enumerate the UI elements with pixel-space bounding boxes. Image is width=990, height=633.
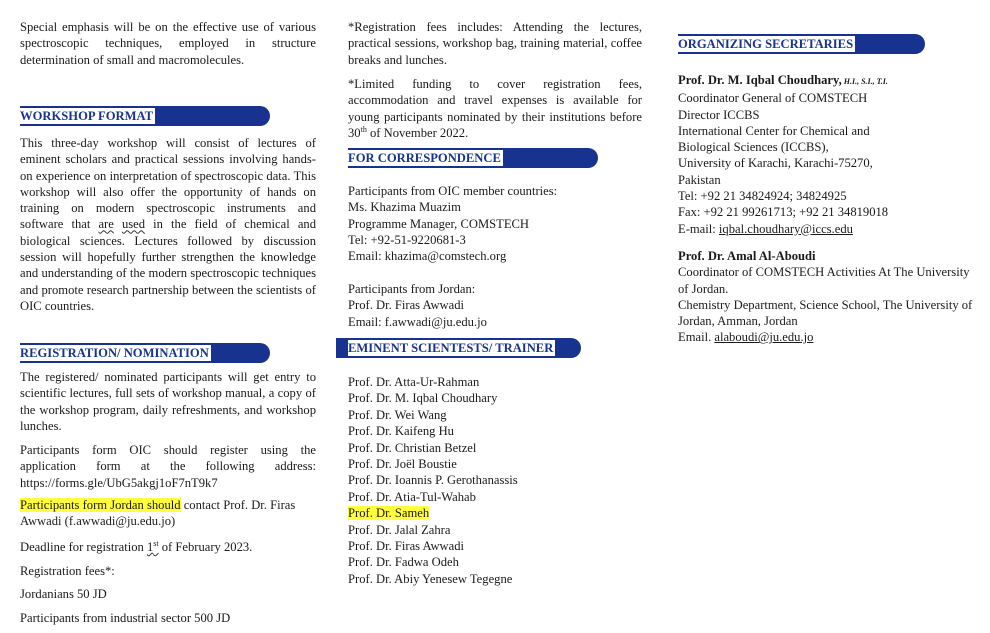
secretary-1-email-link[interactable]: iqbal.choudhary@iccs.edu [718,221,853,236]
funding-note-date: of November 2022. [366,125,469,140]
fees-label: Registration fees*: [20,564,115,578]
oic-contact-role: Programme Manager, COMSTECH [348,216,530,231]
secretary-2-name: Prof. Dr. Amal Al-Aboudi [678,249,816,263]
trainers-banner [336,338,581,358]
trainer-item-highlighted: Prof. Dr. Sameh [348,506,430,521]
jordan-label: Participants from Jordan: [348,282,476,296]
trainer-item: Prof. Dr. Atia-Tul-Wahab [348,489,476,504]
secretary-2-email-link[interactable]: alaboudi@ju.edu.jo [714,330,814,345]
correspondence-banner [348,148,598,168]
registration-heading: REGISTRATION/ NOMINATION [20,346,209,360]
registration-benefits-paragraph: The registered/ nominated participants will get entry to scientific lectures, full sets of workshop manual, a copy of the workshop program, daily refreshments, and workshop lunches. [20,370,316,433]
secretary-2-dept: Chemistry Department, Science School, The University of Jordan, Amman, Jordan [678,297,973,329]
trainer-item: Prof. Dr. Fadwa Odeh [348,555,459,570]
workshop-format-banner [20,106,270,126]
trainer-item: Prof. Dr. Ioannis P. Gerothanassis [348,473,518,488]
oic-contact-email: Email: khazima@comstech.org [348,249,507,264]
secretary-2-email-label: Email. [678,330,715,345]
workshop-format-text-1: This three-day workshop will consist of lectures of eminent scholars and practical sessions involving hands-on experience on interpretation of spectroscopic data. This workshop will also offer the opportunity of hands on training on modern spectroscopic instruments and software that [20,136,316,232]
jordan-contact-name: Prof. Dr. Firas Awwadi [348,298,465,313]
workshop-format-paragraph [20,135,316,314]
secretary-2-role: Coordinator of COMSTECH Activities At The University of Jordan. [678,265,970,296]
trainer-item: Prof. Dr. Atta-Ur-Rahman [348,375,480,389]
secretary-1-block [678,72,978,237]
trainer-item: Prof. Dr. M. Iqbal Choudhary [348,391,498,406]
correspondence-heading: FOR CORRESPONDENCE [348,151,501,165]
jordan-contact-block [348,281,487,330]
funding-note-suffix: th [360,124,367,134]
deadline-day-number: 1 [146,540,154,554]
fees-includes-note: *Registration fees includes: Attending the lectures, practical sessions, workshop bag, training material, coffee breaks and lunches. [348,20,642,67]
deadline-text [20,539,316,555]
deadline-date: of February 2023. [158,540,253,554]
secretary-1-org: International Center for Chemical and Biological Sciences (ICCBS), [678,123,870,155]
spellcheck-word-used: used [121,217,146,232]
jordan-contact-email: Email: f.awwadi@ju.edu.jo [348,314,487,329]
funding-note-text: *Limited funding to cover registration fees, accommodation and travel expenses is available for young participants nominated by their institutions before 30 [348,77,642,140]
trainer-item: Prof. Dr. Abiy Yenesew Tegegne [348,571,513,586]
workshop-format-heading: WORKSHOP FORMAT [20,109,154,123]
workshop-format-text-2: in the field of chemical and biological sciences. Lectures followed by discussion session will hopefully further strengthen the knowledge and understanding of the modern spectroscopic techniques and promote research partnership between the scientists of OIC countries. [20,217,317,313]
oic-label: Participants from OIC member countries: [348,184,558,198]
oic-contact-name: Ms. Khazima Muazim [348,200,461,215]
secretary-1-honors: H.I., S.I., T.I. [841,77,888,86]
secretary-1-email-label: E-mail: [678,221,719,236]
secretary-1-name: Prof. Dr. M. Iqbal Choudhary, [678,73,842,87]
trainer-item: Prof. Dr. Jalal Zahra [348,522,451,537]
trainer-item: Prof. Dr. Joël Boustie [348,457,457,472]
jordan-contact-text: contact Prof. Dr. Firas Awwadi (f.awwadi@ju.edu.jo) [20,498,296,529]
secretary-1-role: Coordinator General of COMSTECH [678,91,868,106]
deadline-day-suffix: st [153,538,159,548]
deadline-label: Deadline for registration [20,540,147,554]
deadline-day [147,540,159,554]
secretary-1-address: University of Karachi, Karachi-75270, Pakistan [678,156,873,187]
oic-contact-block [348,183,557,264]
spellcheck-word-are: are [98,217,114,232]
funding-note [348,76,642,141]
organizing-secretaries-banner [678,34,925,54]
fee-industrial: Participants from industrial sector 500 JD [20,611,231,625]
secretary-1-role-2: Director ICCBS [678,107,760,122]
trainers-heading: EMINENT SCIENTESTS/ TRAINER [348,341,554,355]
trainer-item: Prof. Dr. Wei Wang [348,407,447,422]
secretary-1-fax: Fax: +92 21 99261713; +92 21 34819018 [678,205,889,220]
trainer-item: Prof. Dr. Kaifeng Hu [348,424,454,439]
intro-paragraph: Special emphasis will be on the effective use of various spectroscopic techniques, employed in structure determination of small and macromolecules. [20,20,316,67]
oic-registration-paragraph: Participants form OIC should register using the application form at the following address: https://forms.gle/UbG5akgj1oF7nT9k7 [20,443,316,490]
fee-jordanians: Jordanians 50 JD [20,587,107,601]
trainers-list [348,374,518,587]
highlighted-text: Participants form Jordan should [20,498,181,512]
trainer-item: Prof. Dr. Firas Awwadi [348,539,465,554]
oic-contact-tel: Tel: +92-51-9220681-3 [348,232,466,247]
jordan-registration-paragraph [20,497,316,530]
trainer-item: Prof. Dr. Christian Betzel [348,440,477,455]
registration-banner [20,343,270,363]
secretary-1-tel: Tel: +92 21 34824924; 34824925 [678,189,847,204]
secretary-2-block [678,248,978,346]
organizing-secretaries-heading: ORGANIZING SECRETARIES [678,37,854,51]
